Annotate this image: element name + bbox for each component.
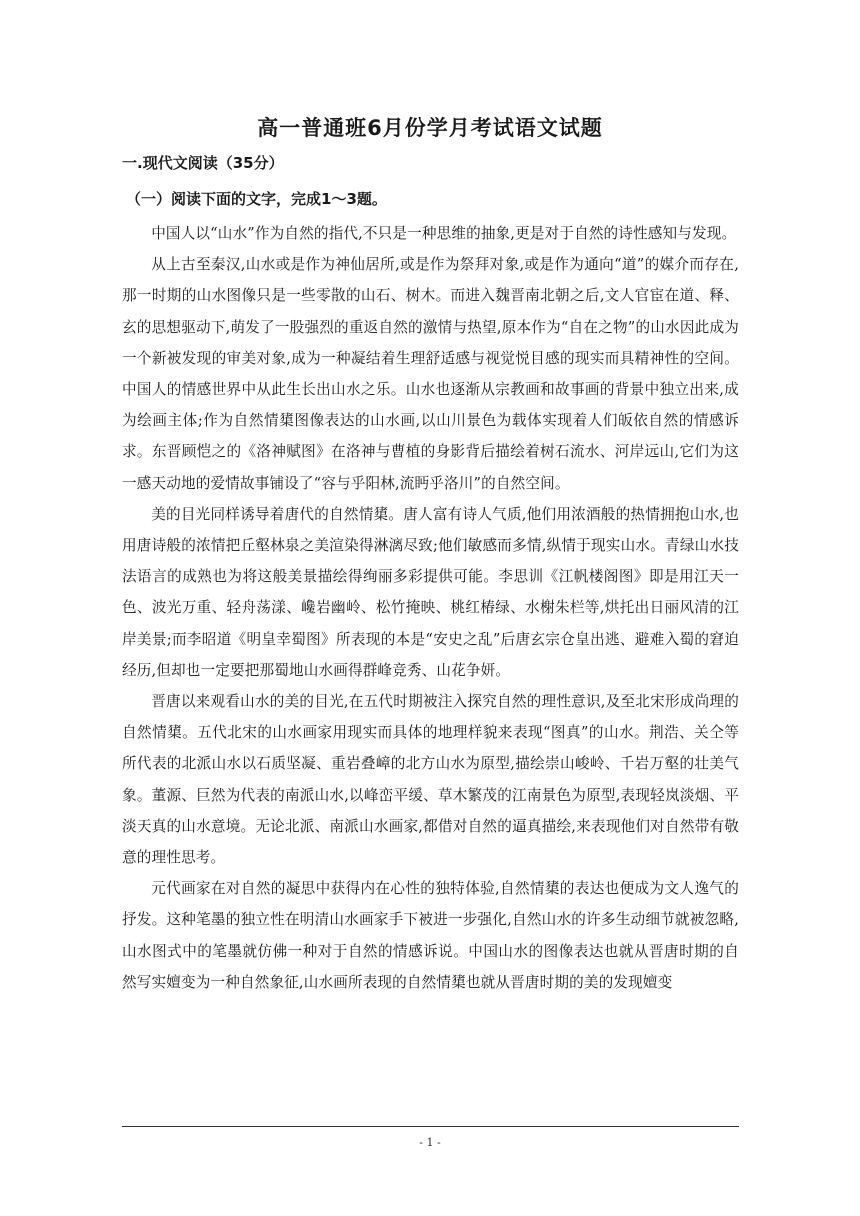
paragraph: 晋唐以来观看山水的美的目光,在五代时期被注入探究自然的理性意识,及至北宋形成尚理的自然情橥。五代北宋的山水画家用现实而具体的地理样貌来表现“图真”的山水。荆浩、关仝等所代表的北派山水以石质坚凝、重岩叠嶂的北方山水为原型,描绘崇山峻岭、千岩万壑的壮美气象。董源、巨然为代表的南派山水,以峰峦平缓、草木繁茂的江南景色为原型,表现轻岚淡烟、平淡天真的山水意境。无论北派、南派山水画家,都借对自然的逼真描绘,来表现他们对自然带有敬意的理性思考。 <box>122 693 739 867</box>
paragraph: 元代画家在对自然的凝思中获得内在心性的独特体验,自然情橥的表达也便成为文人逸气的抒发。这种笔墨的独立性在明清山水画家手下被进一步强化,自然山水的许多生动细节就被忽略,山水图式中的笔墨就仿佛一种对于自然的情感诉说。中国山水的图像表达也就从晋唐时期的自然写实嬗变为一种自然象征,山水画所表现的自然情橥也就从晋唐时期的美的发现嬗变 <box>122 880 739 991</box>
section-heading-modern-reading: 一.现代文阅读（35分） <box>122 154 284 172</box>
paragraph: 美的目光同样诱导着唐代的自然情橥。唐人富有诗人气质,他们用浓酒般的热情拥抱山水,也用唐诗般的浓情把丘壑林泉之美渲染得淋漓尽致;他们敏感而多情,纵情于现实山水。青绿山水技法语言的成熟也为将这般美景描绘得绚丽多彩提供可能。李思训《江帆楼阁图》即是用江天一色、波光万重、轻舟荡漾、巉岩幽岭、松竹掩映、桃红椿绿、水榭朱栏等,烘托出日丽风清的江岸美景;而李昭道《明皇幸蜀图》所表现的本是“安史之乱”后唐玄宗仓皇出逃、避难入蜀的窘迫经历,但却也一定要把那蜀地山水画得群峰竞秀、山花争妍。 <box>122 505 739 679</box>
paragraph: 从上古至秦汉,山水或是作为神仙居所,或是作为祭拜对象,或是作为通向“道”的媒介而存在,那一时期的山水图像只是一些零散的山石、树木。而进入魏晋南北朝之后,文人官宦在道、释、玄的思想驱动下,萌发了一股强烈的重返自然的激情与热望,原本作为“自在之物”的山水因此成为一个新被发现的审美对象,成为一种凝结着生理舒适感与视觉悦目感的现实而具精神性的空间。中国人的情感世界中从此生长出山水之乐。山水也逐渐从宗教画和故事画的背景中独立出来,成为绘画主体;作为自然情橥图像表达的山水画,以山川景色为载体实现着人们皈依自然的情感诉求。东晋顾恺之的《洛神赋图》在洛神与曹植的身影背后描绘着树石流水、河岸远山,它们为这一感天动地的爱情故事铺设了“容与乎阳林,流眄乎洛川”的自然空间。 <box>122 256 739 492</box>
page-title: 高一普通班6月份学月考试语文试题 <box>257 116 603 140</box>
subsection-heading-reading-instructions: （一）阅读下面的文字，完成1～3题。 <box>126 190 387 208</box>
article-body <box>122 218 739 998</box>
footer-divider <box>122 1126 739 1127</box>
paragraph: 中国人以“山水”作为自然的指代,不只是一种思维的抽象,更是对于自然的诗性感知与发现。 <box>151 225 737 242</box>
page-number: - 1 - <box>419 1136 441 1149</box>
